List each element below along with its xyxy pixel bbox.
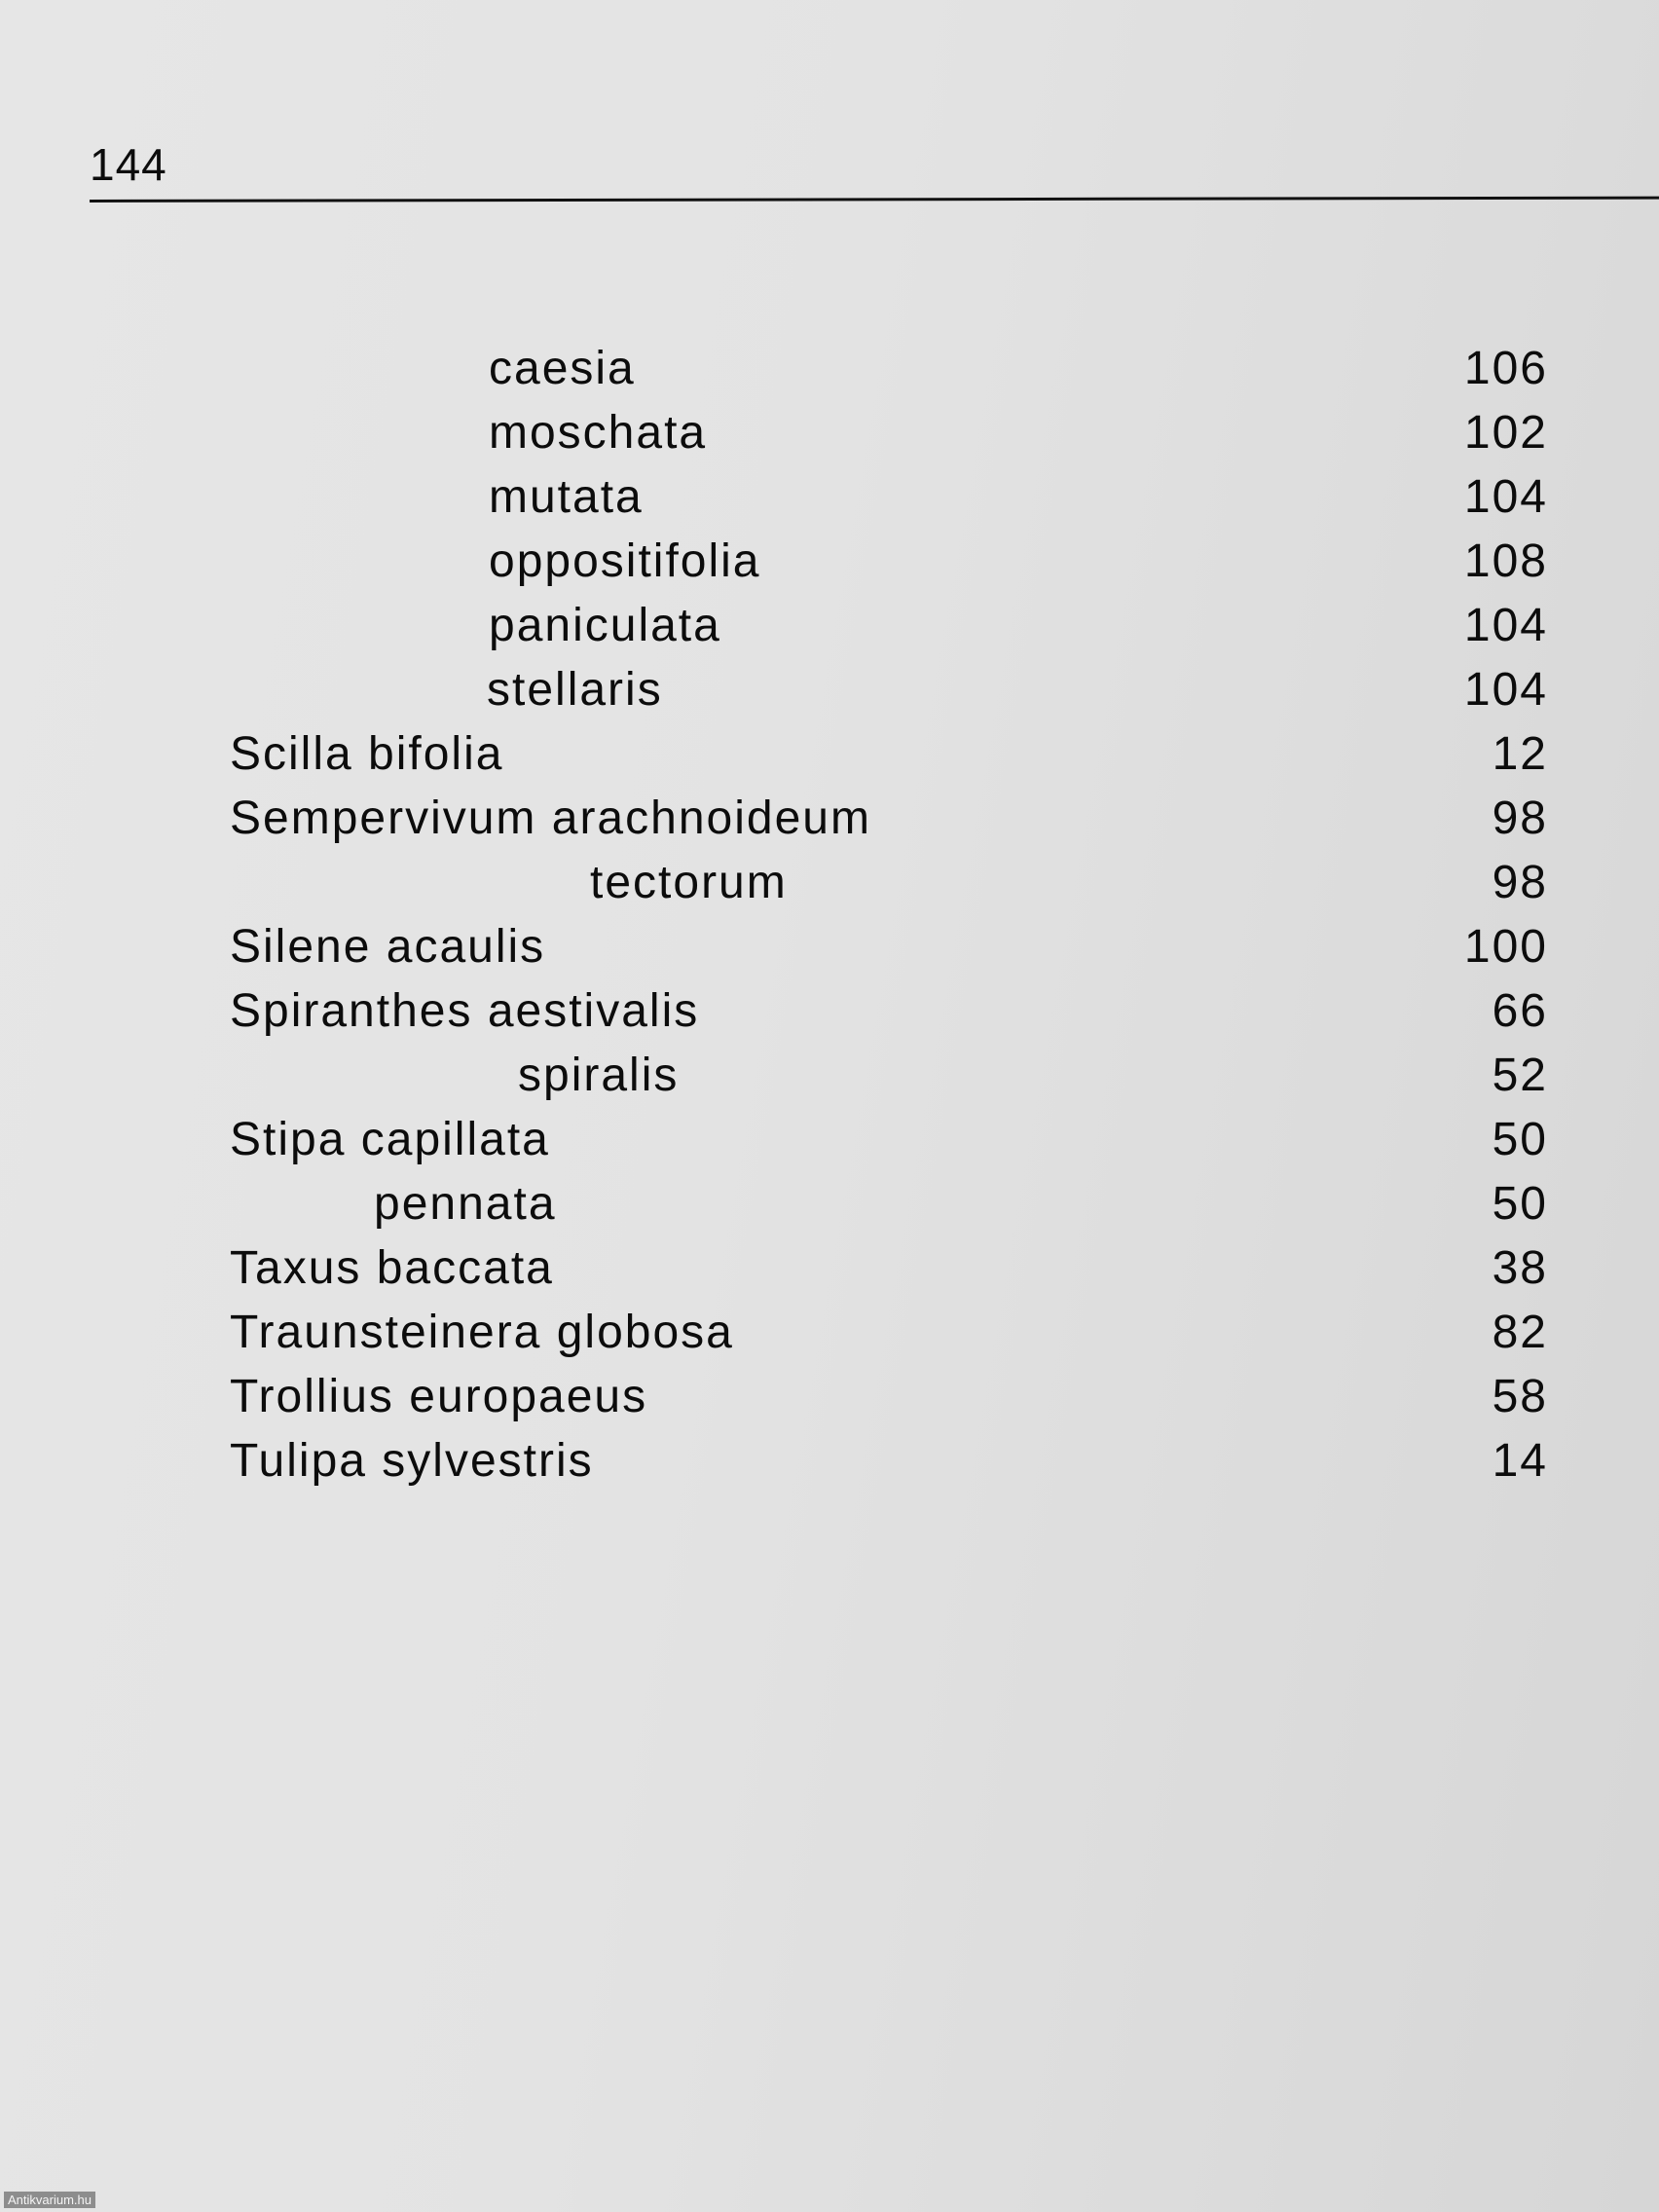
index-term: Sempervivum arachnoideum — [230, 793, 871, 844]
index-entry — [0, 851, 1659, 915]
index-page-number: 104 — [1463, 600, 1548, 651]
index-entry — [0, 465, 1659, 530]
index-term: oppositifolia — [489, 535, 761, 587]
index-entry — [0, 915, 1659, 979]
index-page-number: 14 — [1492, 1435, 1548, 1487]
index-term: tectorum — [590, 857, 788, 908]
index-page-number: 52 — [1492, 1050, 1548, 1101]
index-term: Traunsteinera globosa — [230, 1307, 734, 1358]
index-entry — [0, 594, 1659, 658]
index-entry — [0, 1236, 1659, 1301]
index-page-number: 38 — [1492, 1242, 1548, 1294]
index-entry — [0, 787, 1659, 851]
index-page-number: 50 — [1492, 1114, 1548, 1165]
index-page-number: 12 — [1492, 728, 1548, 780]
index-term: paniculata — [489, 600, 721, 651]
index-term: Taxus baccata — [230, 1242, 554, 1294]
index-term: Silene acaulis — [230, 921, 546, 973]
index-page-number: 102 — [1463, 407, 1548, 459]
index-page-number: 100 — [1463, 921, 1548, 973]
index-page-number: 106 — [1463, 343, 1548, 394]
index-entry — [0, 722, 1659, 787]
index-term: Trollius europaeus — [230, 1371, 648, 1422]
index-page-number: 98 — [1492, 857, 1548, 908]
index-page-number: 50 — [1492, 1178, 1548, 1230]
index-term: Stipa capillata — [230, 1114, 550, 1165]
index-term: stellaris — [487, 664, 663, 716]
index-term: Scilla bifolia — [230, 728, 504, 780]
watermark: Antikvarium.hu — [4, 2192, 95, 2208]
index-entry — [0, 1108, 1659, 1172]
index-entry — [0, 337, 1659, 401]
index-page-number: 104 — [1463, 664, 1548, 716]
index-term: mutata — [489, 471, 644, 523]
index-page-number: 82 — [1492, 1307, 1548, 1358]
index-entry — [0, 530, 1659, 594]
index-entry — [0, 1429, 1659, 1493]
index-page-number: 104 — [1463, 471, 1548, 523]
index-entry — [0, 979, 1659, 1044]
index-term: spiralis — [518, 1050, 680, 1101]
index-entry — [0, 1301, 1659, 1365]
index-entry — [0, 658, 1659, 722]
index-page-number: 98 — [1492, 793, 1548, 844]
index-entry — [0, 1172, 1659, 1236]
index-term: caesia — [489, 343, 636, 394]
index-page-number: 66 — [1492, 985, 1548, 1037]
index-term: Tulipa sylvestris — [230, 1435, 594, 1487]
index-page-number: 108 — [1463, 535, 1548, 587]
index-page-number: 58 — [1492, 1371, 1548, 1422]
index-entry — [0, 1044, 1659, 1108]
index-term: moschata — [489, 407, 708, 459]
index-entry — [0, 401, 1659, 465]
index-term: Spiranthes aestivalis — [230, 985, 700, 1037]
page-number: 144 — [90, 139, 167, 190]
index-term: pennata — [374, 1178, 557, 1230]
index-entry — [0, 1365, 1659, 1429]
